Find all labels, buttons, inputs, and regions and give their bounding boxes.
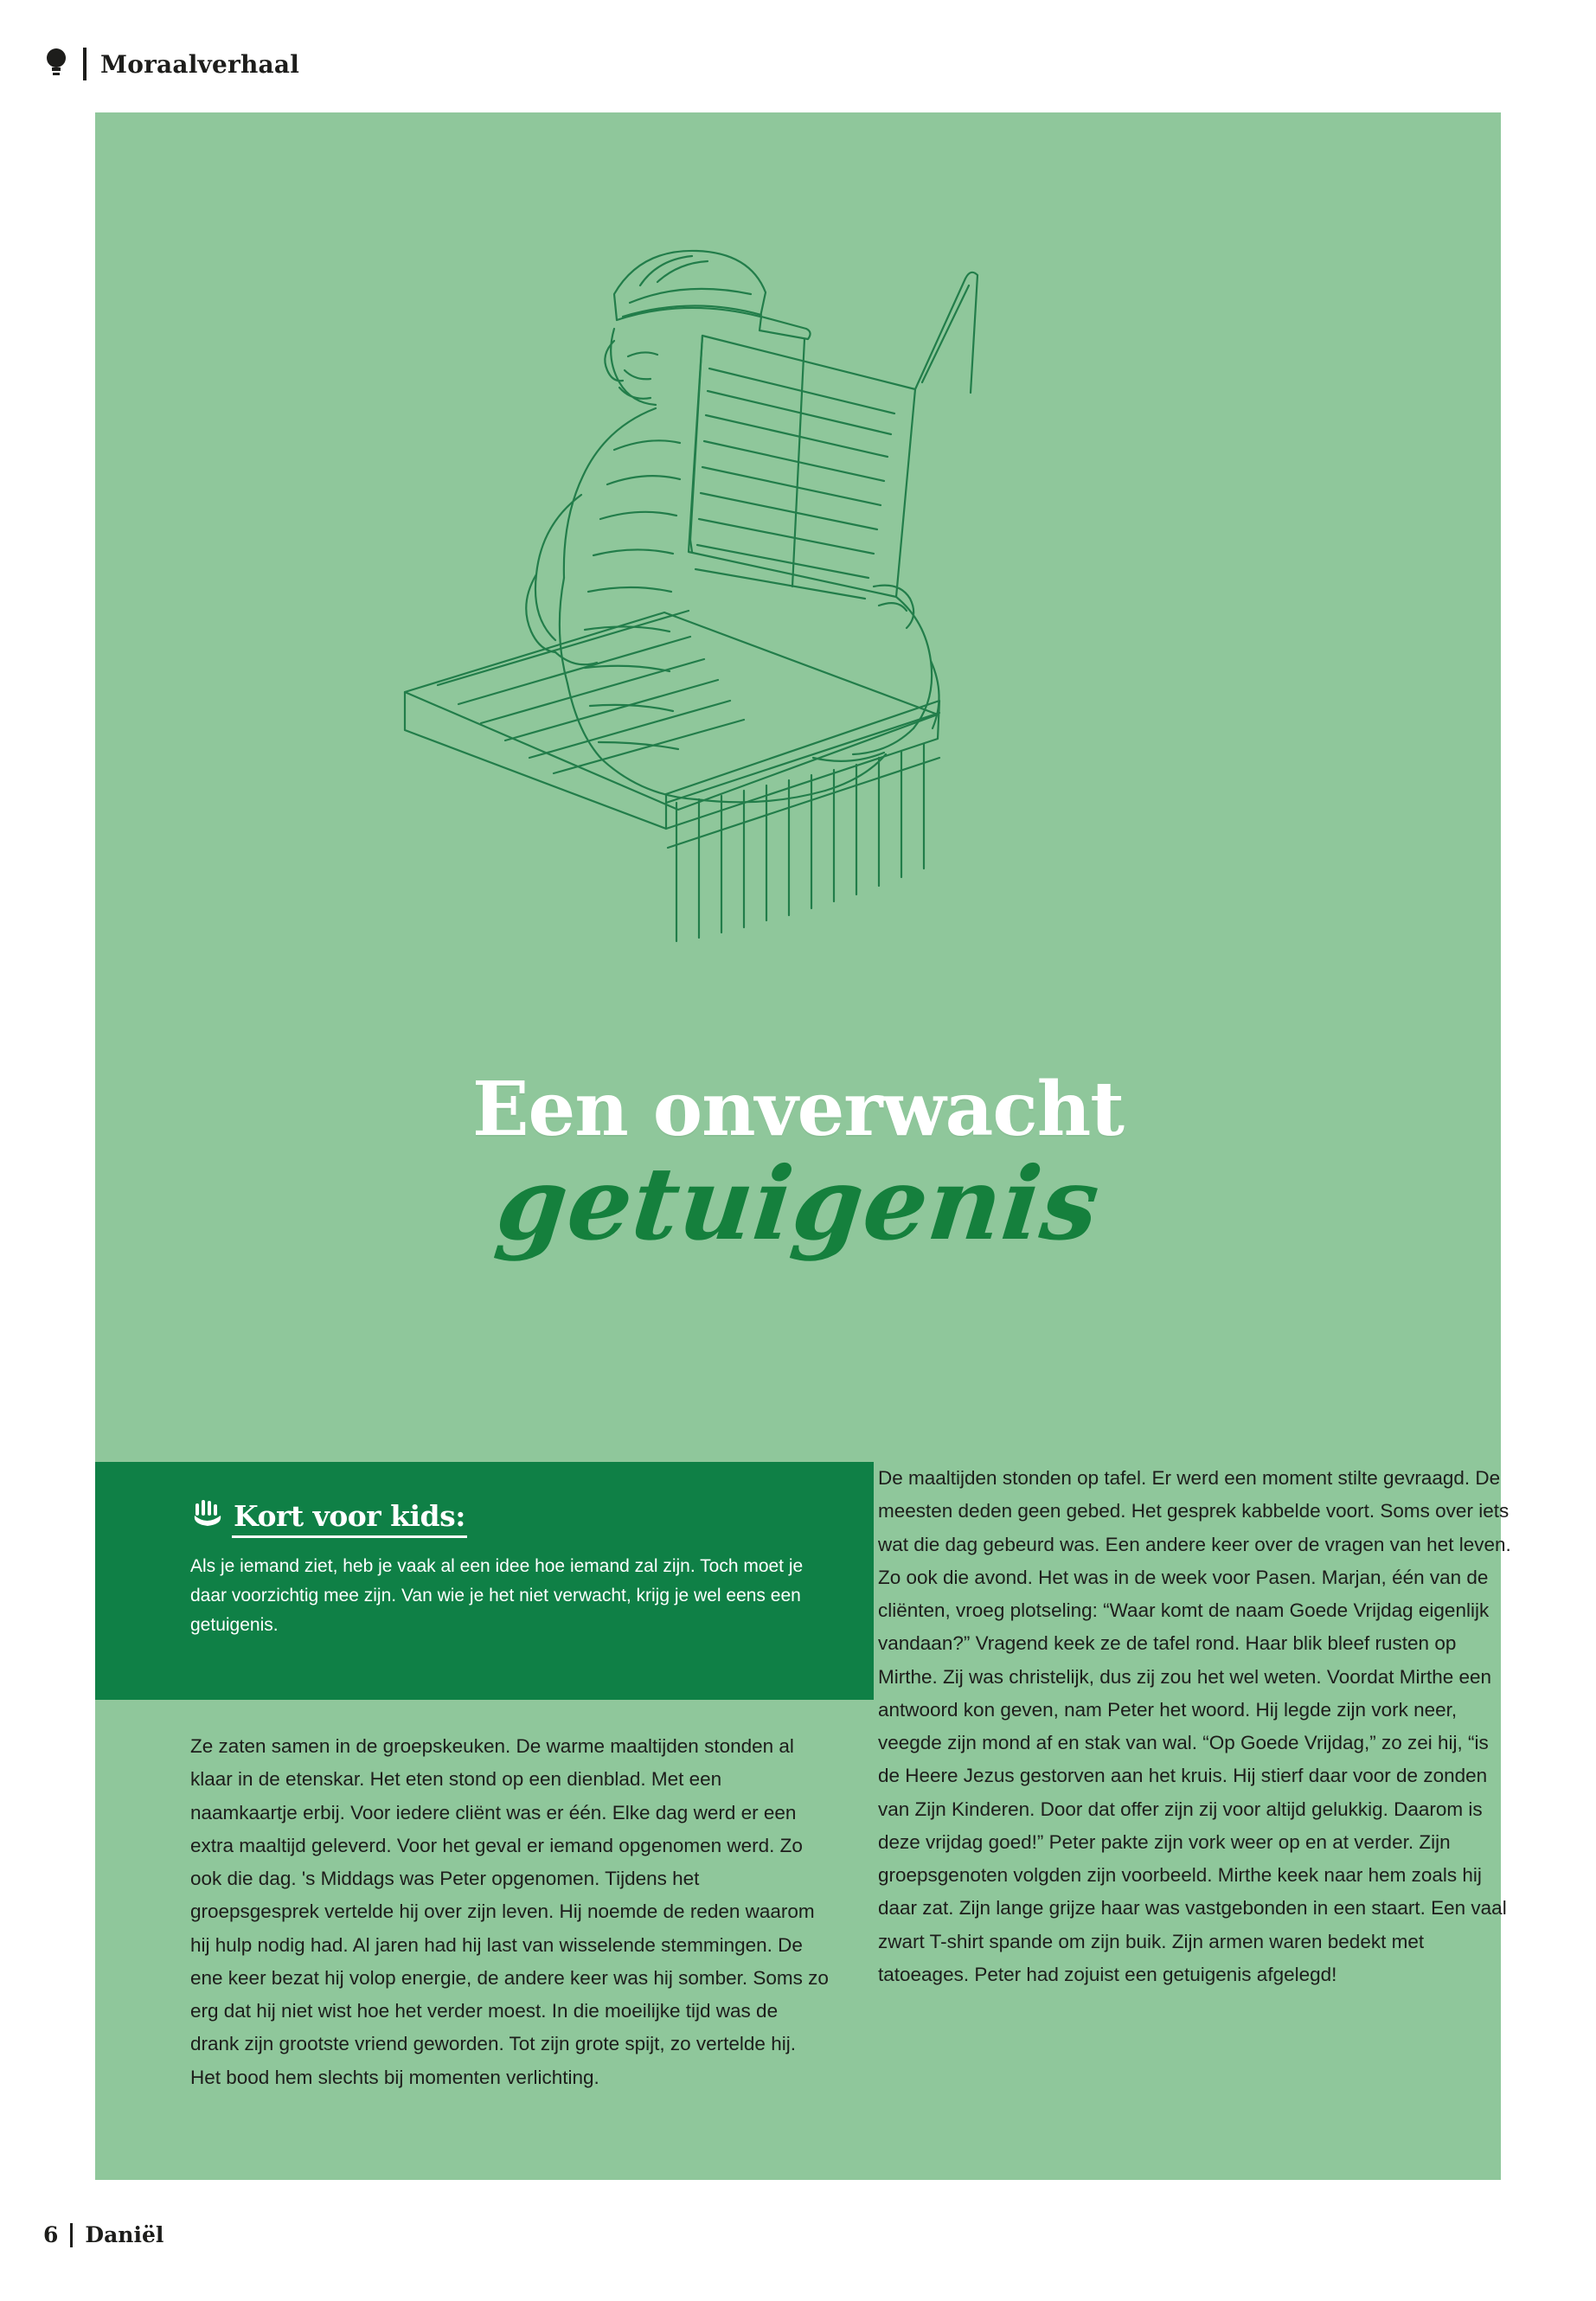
page-footer xyxy=(43,2222,163,2247)
illustration-man-reading-newspaper xyxy=(95,112,1501,1306)
title-line-two: getuigenis xyxy=(490,1145,1106,1263)
kids-summary-title: Kort voor kids: xyxy=(234,1498,465,1533)
body-text-right: De maaltijden stonden op tafel. Er werd een moment stilte gevraagd. De meesten deden geen gebed. Het gesprek kabbelde voort. Soms over iets wat die dag gebeurd was. Een andere keer over de vragen van het leven. Zo ook die avond. Het was in de week voor Pasen. Marjan, één van de cliënten, vroeg plotseling: “Waar komt de naam Goede Vrijdag eigenlijk vandaan?” Vragend keek ze de tafel rond. Haar blik bleef rusten op Mirthe. Zij was christelijk, dus zij zou het wel weten. Voordat Mirthe een antwoord kon geven, nam Peter het woord. Hij legde zijn vork neer, veegde zijn mond af en stak van wal. “Op Goede Vrijdag,” zo zei hij, “is de Heere Jezus gestorven aan het kruis. Hij stierf daar voor de zonden van Zijn Kinderen. Door dat offer zijn zij voor altijd gelukkig. Daarom is deze vrijdag goed!” Peter pakte zijn vork weer op en at verder. Zijn groepsgenoten volgden zijn voorbeeld. Mirthe keek naar hem zoals hij daar zat. Zijn lange grijze haar was vastgebonden in een staart. Een vaal zwart T-shirt spande om zijn buik. Zijn armen waren bedekt met tatoeages. Peter had zojuist een getuigenis afgelegd! xyxy=(878,1467,1511,1985)
body-text-left: Ze zaten samen in de groepskeuken. De warme maaltijden stonden al klaar in de etenskar. Het eten stond op een dienblad. Met een naamkaartje erbij. Voor iedere cliënt was er één. Elke dag werd er een extra maaltijd geleverd. Voor het geval er iemand opgenomen werd. Zo ook die dag. 's Middags was Peter opgenomen. Tijdens het groepsgesprek vertelde hij over zijn leven. Hij noemde de reden waarom hij hulp nodig had. Al jaren had hij last van wisselende stemmingen. De ene keer bezat hij volop energie, de andere keer was hij somber. Soms zo erg dat hij niet wist hoe het verder moest. In die moeilijke tijd was de drank zijn grootste vriend geworden. Tot zijn grote spijt, zo vertelde hij. Het bood hem slechts bij momenten verlichting. xyxy=(190,1735,829,2088)
page-number: 6 xyxy=(43,2222,59,2247)
footer-divider xyxy=(70,2223,73,2247)
publication-name: Daniël xyxy=(85,2222,164,2247)
page-title: Moraalverhaal xyxy=(100,49,300,79)
lightbulb-icon xyxy=(43,45,69,83)
kids-summary-text: Als je iemand ziet, heb je vaak al een idee hoe iemand zal zijn. Toch moet je daar voorzichtig mee zijn. Van wie je het niet verwacht, krijg je wel eens een getuigenis. xyxy=(190,1556,804,1636)
hero-panel xyxy=(95,112,1511,2180)
article-body xyxy=(95,1462,1511,2180)
body-column-right xyxy=(878,1462,1514,1991)
body-column-left xyxy=(190,1730,830,2094)
header-divider xyxy=(83,48,87,80)
title-line-one: Een onverwacht xyxy=(472,1066,1124,1153)
page-header xyxy=(43,45,299,83)
